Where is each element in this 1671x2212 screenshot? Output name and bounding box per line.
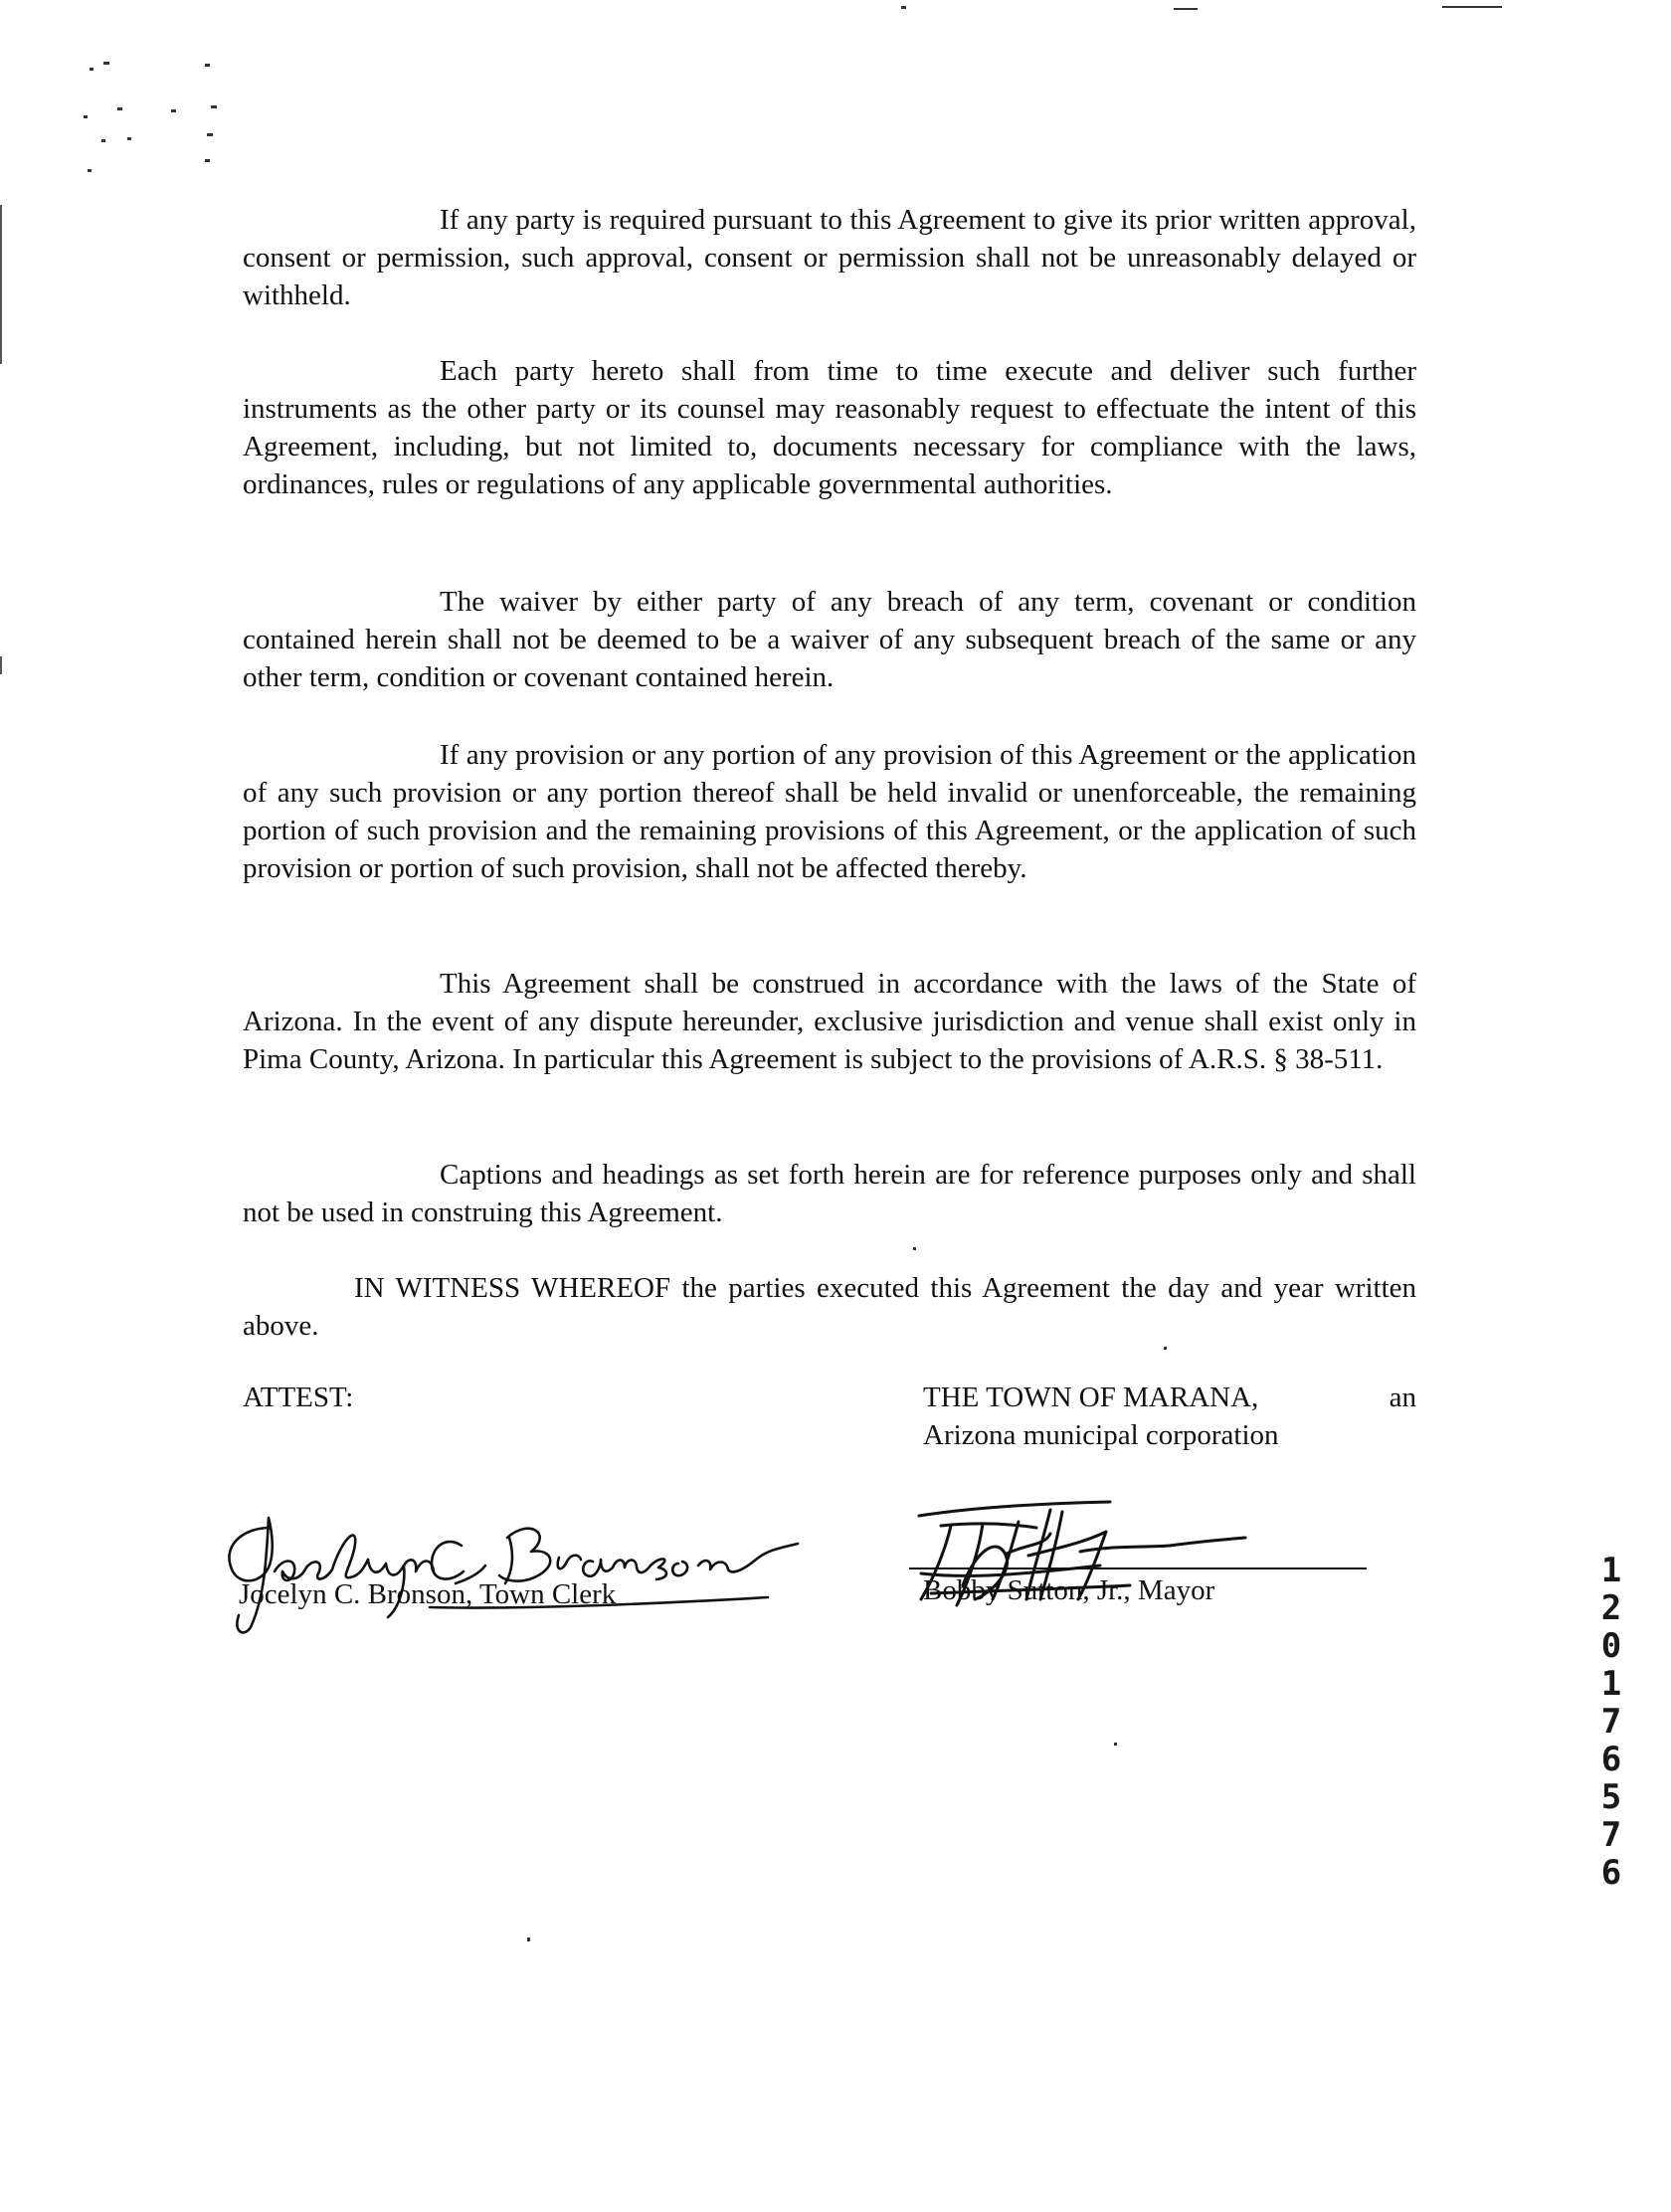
scan-speck	[101, 139, 105, 142]
town-party-line1	[923, 1379, 1416, 1416]
town-name: THE TOWN OF MARANA,	[923, 1382, 1259, 1413]
scan-speck	[207, 133, 213, 136]
scan-speck	[205, 64, 210, 67]
scan-speck	[88, 169, 92, 172]
scan-speck	[90, 68, 93, 71]
scan-speck	[527, 1937, 530, 1941]
scan-speck	[1164, 1347, 1167, 1350]
scan-speck	[205, 159, 210, 162]
scan-edge-mark	[0, 656, 2, 674]
scan-speck	[1114, 1743, 1117, 1746]
scan-speck	[171, 109, 176, 112]
town-name-suffix: an	[1389, 1382, 1416, 1413]
clerk-signature-image	[211, 1488, 828, 1637]
paragraph-captions: Captions and headings as set forth herein are for reference purposes only and shall not be used in construing this Agreement.	[243, 1159, 1416, 1228]
scan-speck	[211, 105, 217, 108]
paragraph-waiver: The waiver by either party of any breach of any term, covenant or condition contained herein shall not be deemed to be a waiver of any subsequent breach of the same or any other term, condition or covenant contained herein.	[243, 586, 1416, 693]
mayor-signature-image	[911, 1482, 1249, 1631]
recording-number-stamp: 120176576	[1600, 1551, 1622, 1893]
scan-speck	[117, 107, 122, 110]
scan-speck	[127, 137, 131, 140]
scan-speck	[1442, 6, 1502, 8]
clerk-name-title: Jocelyn C. Bronson, Town Clerk	[239, 1578, 617, 1610]
scan-edge-mark	[0, 205, 2, 364]
scan-speck	[913, 1247, 916, 1250]
paragraph-approval: If any party is required pursuant to this Agreement to give its prior written approval, consent or permission, such approval, consent or permission shall not be unreasonably delayed or withheld.	[243, 204, 1416, 311]
town-party-block	[923, 1379, 1416, 1454]
scan-speck	[84, 115, 88, 118]
paragraph-further-instruments: Each party hereto shall from time to time execute and deliver such further instruments as the other party or its counsel may reasonably request to effectuate the intent of this Agreement, including, but not limited to, documents necessary for compliance with the laws, ordinances, rules or regulations of any applicable governmental authorities.	[243, 355, 1416, 500]
attest-label: ATTEST:	[243, 1382, 354, 1413]
scan-speck	[901, 6, 906, 9]
paragraph-governing-law: This Agreement shall be construed in accordance with the laws of the State of Arizona. In the event of any dispute hereunder, exclusive jurisdiction and venue shall exist only in Pima County, Arizona. In particular this Agreement is subject to the provisions of A.R.S. § 38-511.	[243, 968, 1416, 1075]
town-corporation-type: Arizona municipal corporation	[923, 1419, 1279, 1451]
scan-speck	[103, 62, 109, 65]
paragraph-severability: If any provision or any portion of any provision of this Agreement or the application of any such provision or any portion thereof shall be held invalid or unenforceable, the remaining portion of such provision and the remaining provisions of this Agreement, or the application of such provision or portion of such provision, shall not be affected thereby.	[243, 739, 1416, 884]
mayor-name-title: Bobby Sutton, Jr., Mayor	[923, 1574, 1215, 1606]
paragraph-in-witness: IN WITNESS WHEREOF the parties executed this Agreement the day and year written above.	[243, 1272, 1416, 1342]
scan-speck	[1174, 8, 1198, 10]
